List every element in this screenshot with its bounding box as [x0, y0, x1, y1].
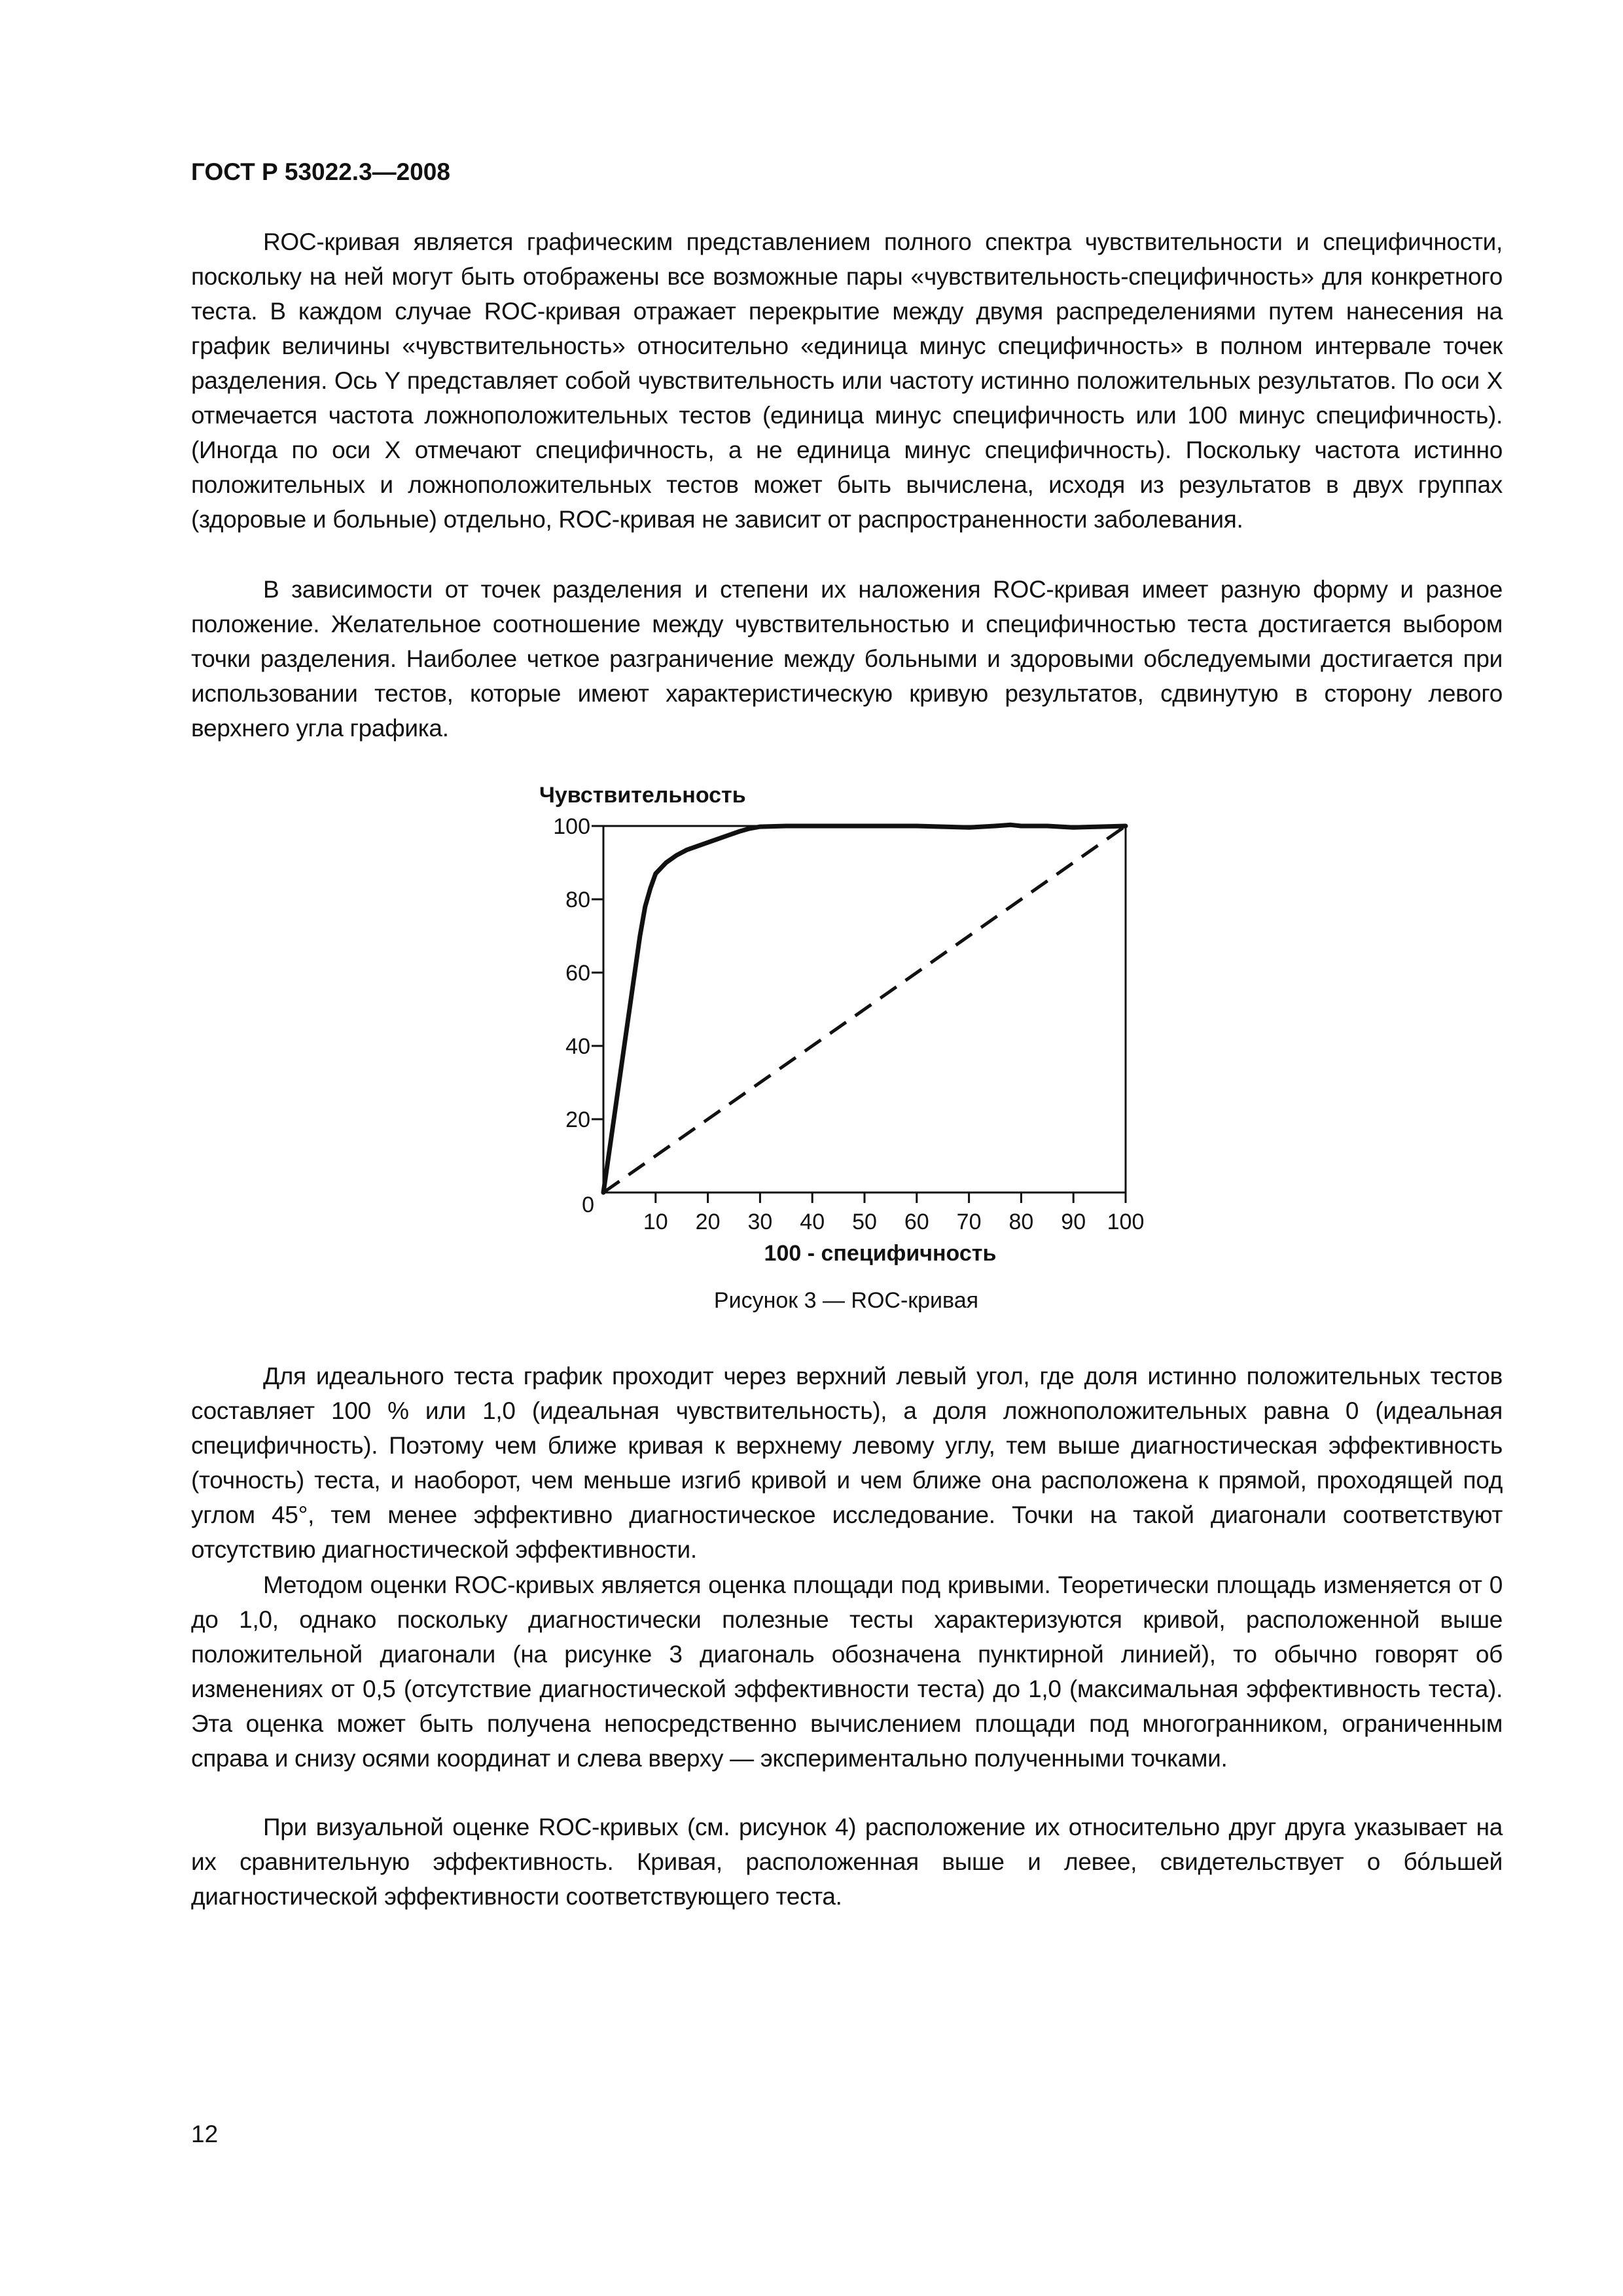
- figure-caption: Рисунок 3 — ROC-кривая: [713, 1288, 979, 1313]
- paragraph-ideal-test: Для идеального теста график проходит через верхний левый угол, где доля истинно положительных тестов составляет 100 % или 1,0 (идеальная чувствительность), а доля ложноположительных равна 0 (идеальная специфичность). Поэтому чем ближе кривая к верхнему левому углу, тем выше диагностическая эффективность (точность) теста, и наоборот, чем меньше изгиб кривой и чем ближе она расположена к прямой, проходящей под углом 45°, тем менее эффективно диагностическое исследование. Точки на такой диагонали соответствуют отсутствию диагностической эффективности.: [191, 1363, 1503, 1563]
- paragraph-roc-definition: ROC-кривая является графическим представлением полного спектра чувствительности и специфичности, поскольку на ней могут быть отображены все возможные пары «чувствительность-специфичность» для конкретного теста. В каждом случае ROC-кривая отражает перекрытие между двумя распределениями путем нанесения на график величины «чувствительность» относительно «единица минус специфичность» в полном интервале точек разделения. Ось Y представляет собой чувствительность или частоту истинно положительных результатов. По оси X отмечается частота ложноположительных тестов (единица минус специфичность или 100 минус специфичность). (Иногда по оси X отмечают специфичность, а не единица минус специфичность). Поскольку частота истинно положительных и ложноположительных тестов может быть вычислена, исходя из результатов в двух группах (здоровые и больные) отдельно, ROC-кривая не зависит от распространенности заболевания.: [191, 228, 1503, 533]
- y-tick-label: 100: [553, 814, 590, 839]
- document-header: ГОСТ Р 53022.3—2008: [191, 158, 450, 185]
- y-tick-label: 40: [565, 1034, 590, 1059]
- x-tick-label: 60: [904, 1210, 929, 1234]
- x-tick-label: 100: [1107, 1210, 1145, 1234]
- x-tick-label: 70: [956, 1210, 982, 1234]
- y-tick-label: 80: [565, 888, 590, 912]
- x-tick-label: 30: [747, 1210, 773, 1234]
- x-tick-label: 10: [643, 1210, 668, 1234]
- x-tick-label: 80: [1008, 1210, 1034, 1234]
- x-tick-label: 90: [1061, 1210, 1086, 1234]
- x-axis-title: 100 - специфичность: [764, 1241, 997, 1266]
- x-tick-label: 40: [800, 1210, 825, 1234]
- roc-chart: [524, 772, 1152, 1270]
- y-axis-title: Чувствительность: [539, 783, 746, 808]
- diagonal-reference-line: [603, 826, 1126, 1193]
- page-number: 12: [191, 2121, 219, 2147]
- x-tick-label: 50: [852, 1210, 877, 1234]
- roc-figure: [524, 772, 1152, 1270]
- y-tick-label: 20: [565, 1107, 590, 1132]
- paragraph-area-method: Методом оценки ROC-кривых является оценка площади под кривыми. Теоретически площадь изменяется от 0 до 1,0, однако поскольку диагностически полезные тесты характеризуются кривой, расположенной выше положительной диагонали (на рисунке 3 диагональ обозначена пунктирной линией), то обычно говорят об изменениях от 0,5 (отсутствие диагностической эффективности теста) до 1,0 (максимальная эффективность теста). Эта оценка может быть получена непосредственно вычислением площади под многогранником, ограниченным справа и снизу осями координат и слева вверху — экспериментально полученными точками.: [191, 1571, 1503, 1772]
- x-tick-label: 20: [695, 1210, 721, 1234]
- paragraph-visual-comparison: При визуальной оценке ROC-кривых (см. рисунок 4) расположение их относительно друг друга указывает на их сравнительную эффективность. Кривая, расположенная выше и левее, свидетельствует о бóльшей диагностической эффективности соответствующего теста.: [191, 1814, 1503, 1910]
- origin-label: 0: [582, 1193, 594, 1217]
- paragraph-roc-shape: В зависимости от точек разделения и степени их наложения ROC-кривая имеет разную форму и разное положение. Желательное соотношение между чувствительностью и специфичностью теста достигается выбором точки разделения. Наиболее четкое разграничение между больными и здоровыми обследуемыми достигается при использовании тестов, которые имеют характеристическую кривую результатов, сдвинутую в сторону левого верхнего угла графика.: [191, 576, 1503, 742]
- y-tick-label: 60: [565, 961, 590, 986]
